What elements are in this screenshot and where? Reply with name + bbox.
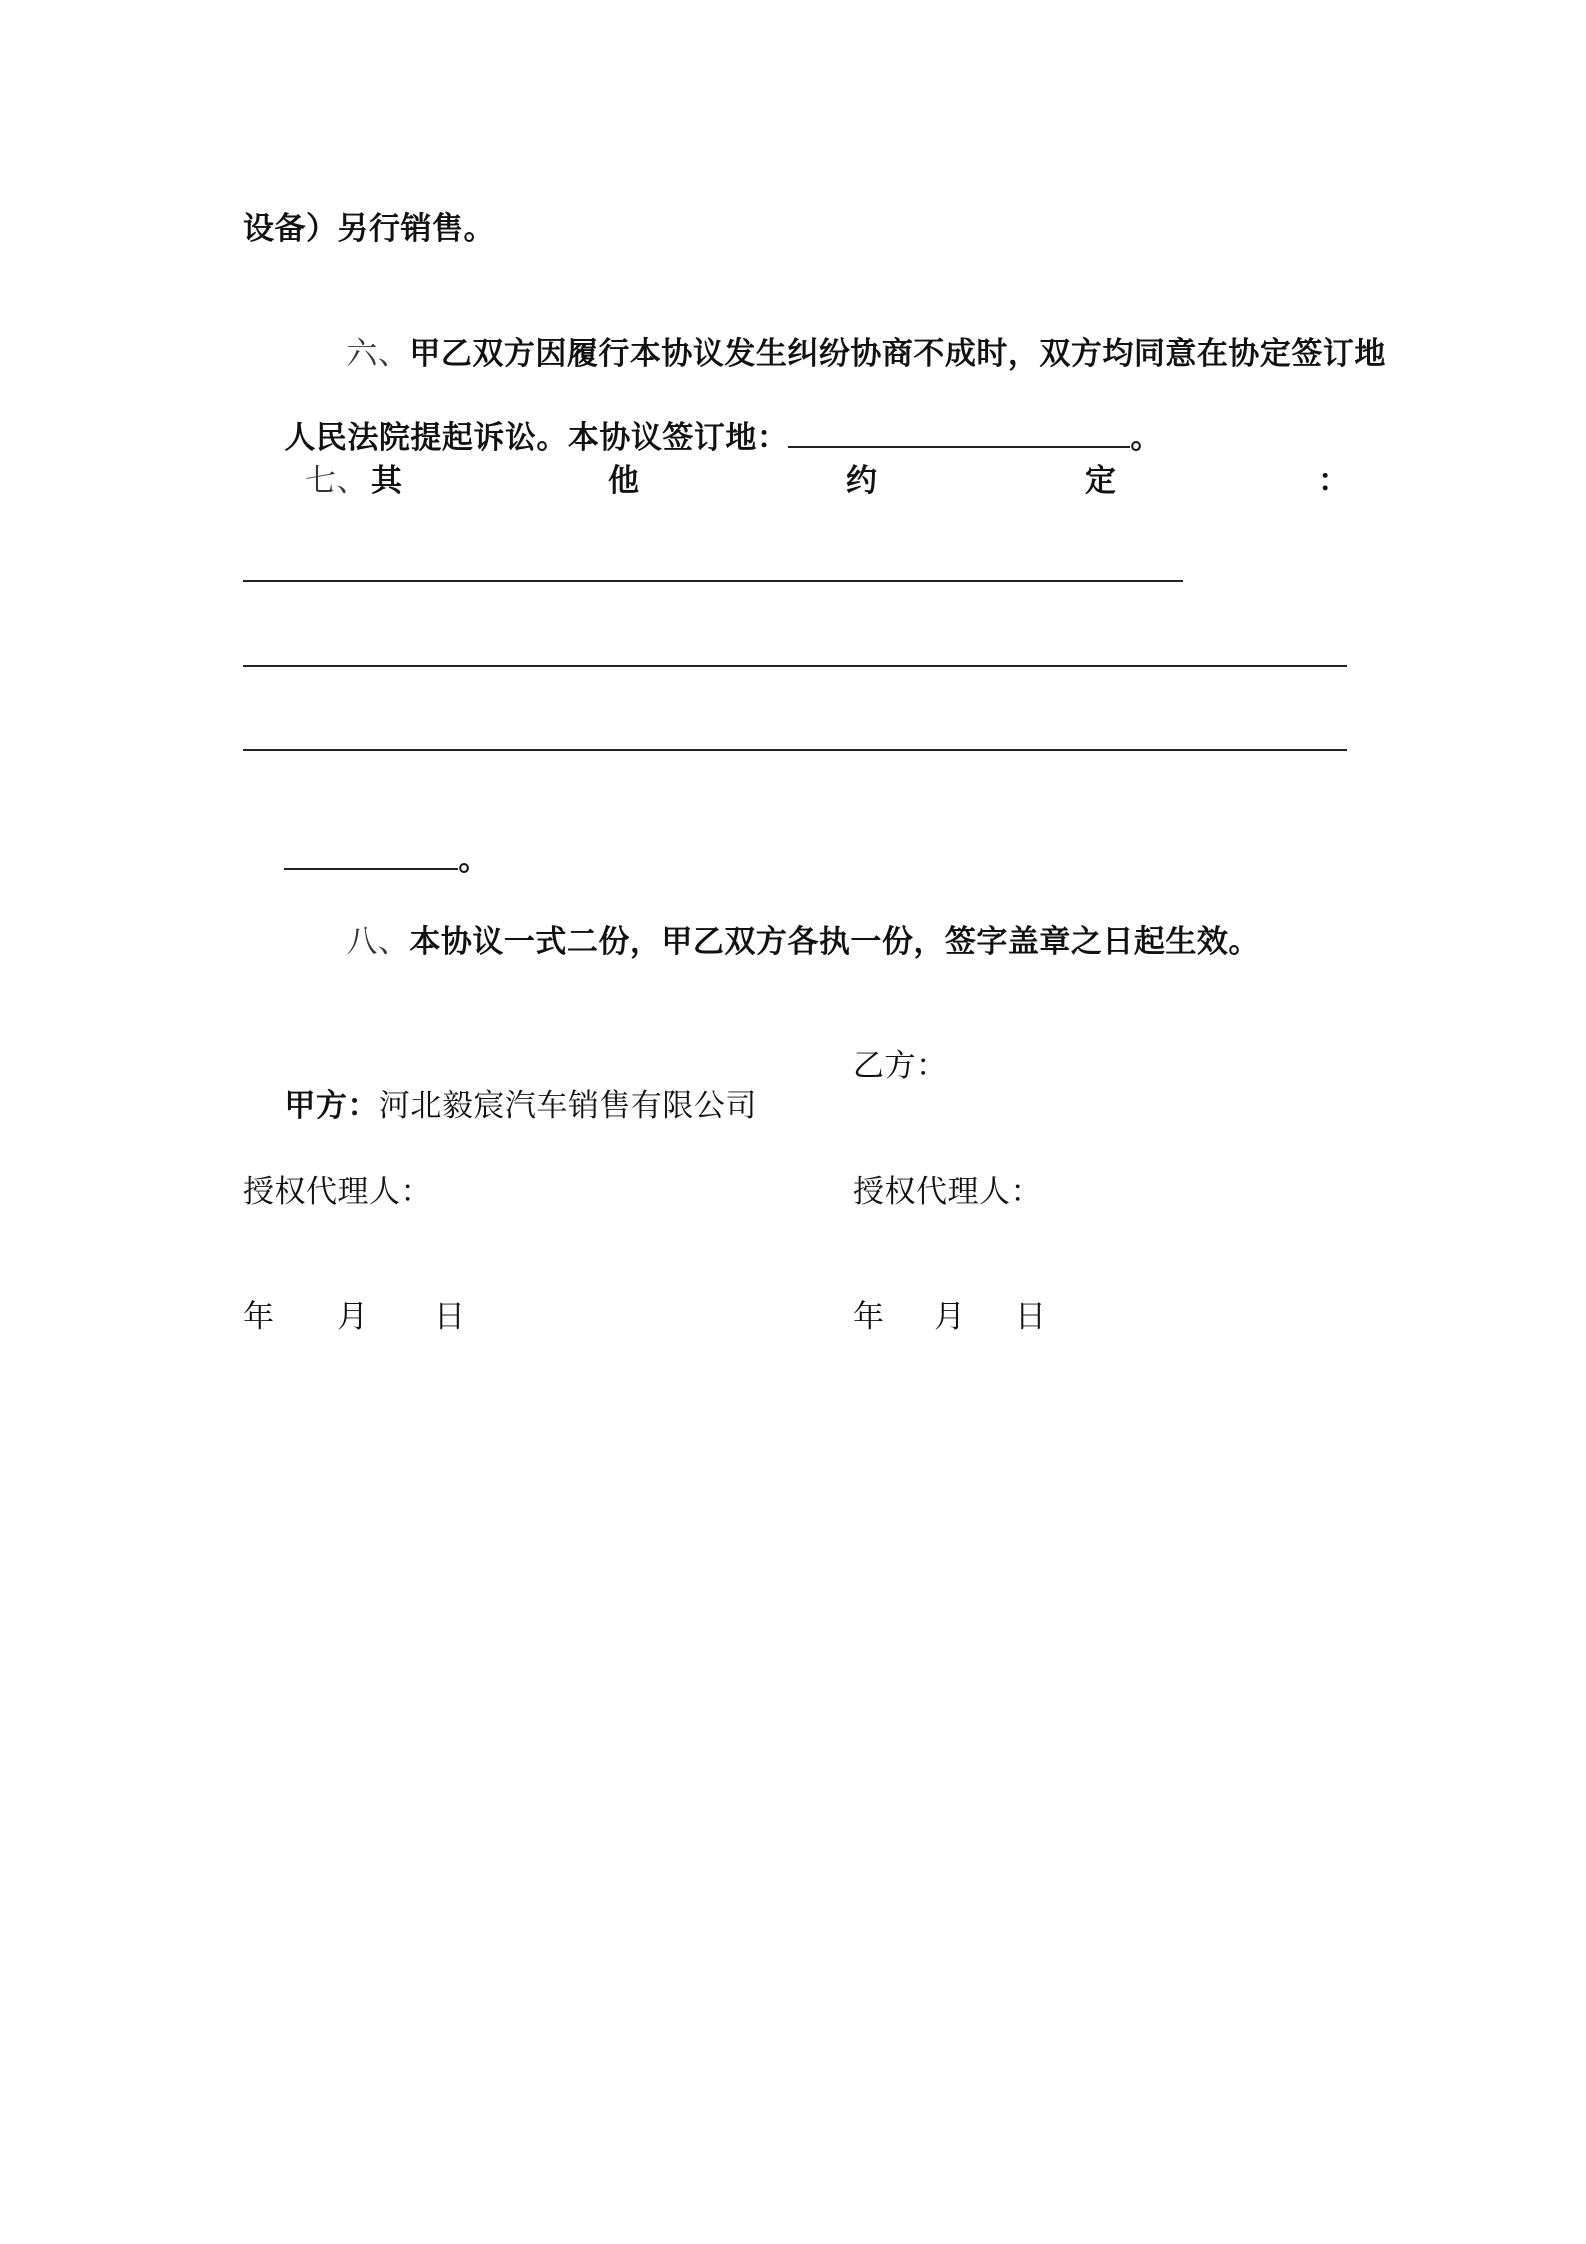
other-terms-blank-2[interactable] [243, 665, 1347, 667]
date-b-day: 日 [1015, 1299, 1047, 1335]
party-a-line [243, 1046, 757, 1166]
clause-6-text-1: 甲乙双方因履行本协议发生纠纷协商不成时，双方均同意在协定签订地 [409, 336, 1386, 372]
other-terms-blank-1[interactable] [243, 580, 1183, 582]
clause-8-text: 本协议一式二份，甲乙双方各执一份，签字盖章之日起生效。 [409, 924, 1260, 960]
clause-7-colon: ： [1318, 463, 1349, 499]
clause-7-char-3: 约 [846, 463, 877, 499]
clause-7-char-4: 定 [1085, 463, 1116, 499]
date-a-year: 年 [243, 1299, 275, 1335]
clause-8-line [305, 882, 1260, 1002]
party-a-label: 甲方： [284, 1088, 379, 1124]
signing-place-blank[interactable] [788, 418, 1130, 448]
clause-7-char-1: 其 [371, 463, 402, 499]
date-b-month: 月 [934, 1299, 966, 1335]
party-b-label: 乙方： [853, 1048, 948, 1084]
other-terms-blank-4[interactable] [284, 840, 458, 870]
date-a-day: 日 [434, 1299, 466, 1335]
clause-8-number: 八、 [346, 924, 410, 960]
agent-b-label: 授权代理人： [853, 1174, 1042, 1210]
other-terms-blank-3[interactable] [243, 749, 1347, 751]
clause-7-char-2: 他 [608, 463, 639, 499]
clause-6-end: 。 [1130, 420, 1162, 456]
party-a-name: 河北毅宸汽车销售有限公司 [378, 1088, 757, 1124]
clause-7-end: 。 [458, 842, 490, 878]
clause-7-number: 七、 [305, 463, 368, 499]
agent-a-label: 授权代理人： [243, 1174, 432, 1210]
clause-6-number: 六、 [346, 336, 410, 372]
continuation-text: 设备）另行销售。 [243, 211, 495, 247]
date-a-month: 月 [337, 1299, 369, 1335]
clause-6-text-2: 人民法院提起诉讼。本协议签订地： [284, 420, 789, 456]
date-b-year: 年 [853, 1299, 885, 1335]
